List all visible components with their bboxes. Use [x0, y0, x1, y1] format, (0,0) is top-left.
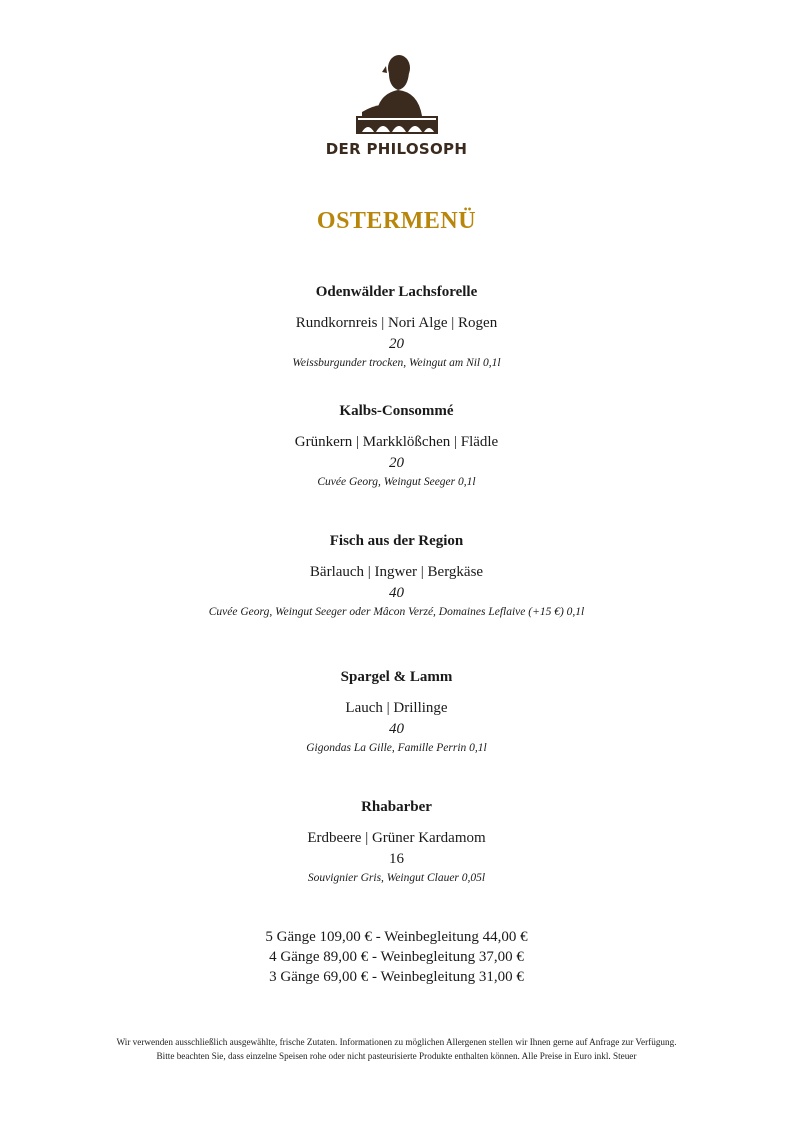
price-line: 4 Gänge 89,00 € - Weinbegleitung 37,00 €: [269, 949, 524, 965]
course-wine: Gigondas La Gille, Famille Perrin 0,1l: [306, 742, 487, 754]
course-wine: Weissburgunder trocken, Weingut am Nil 0,1l: [292, 357, 501, 369]
course-description: Erdbeere | Grüner Kardamom: [307, 830, 486, 846]
course-description: Grünkern | Markklößchen | Flädle: [294, 434, 499, 450]
course-price: 20: [389, 455, 404, 471]
price-line: 3 Gänge 69,00 € - Weinbegleitung 31,00 €: [269, 969, 524, 985]
course-wine: Cuvée Georg, Weingut Seeger oder Mâcon Verzé, Domaines Leflaive (+15 €) 0,1l: [208, 606, 585, 618]
philosopher-logo-icon: [0, 52, 793, 138]
price-line: 5 Gänge 109,00 € - Weinbegleitung 44,00 €: [265, 929, 528, 945]
course-description: Bärlauch | Ingwer | Bergkäse: [309, 564, 484, 580]
course-name: Odenwälder Lachsforelle: [315, 284, 478, 300]
course-item: [0, 668, 793, 755]
course-wine: Souvignier Gris, Weingut Clauer 0,05l: [307, 872, 486, 884]
course-name: Rhabarber: [361, 799, 432, 815]
course-price: 20: [389, 336, 404, 352]
course-item: [0, 283, 793, 370]
menu-prices: [0, 927, 793, 987]
menu-title: OSTERMENÜ: [316, 208, 477, 234]
course-price: 40: [389, 721, 404, 737]
course-item: [0, 402, 793, 489]
course-wine: Cuvée Georg, Weingut Seeger 0,1l: [317, 476, 476, 488]
brand-name: DER PHILOSOPH: [325, 140, 468, 158]
footer-line: Wir verwenden ausschließlich ausgewählte, frische Zutaten. Informationen zu möglichen Allergenen stellen wir Ihnen gerne auf Anfrage zur Verfügung.: [116, 1037, 677, 1047]
course-name: Spargel & Lamm: [340, 669, 453, 685]
course-price: 16: [389, 851, 404, 867]
course-price: 40: [389, 585, 404, 601]
course-name: Kalbs-Consommé: [339, 403, 454, 419]
course-description: Lauch | Drillinge: [345, 700, 448, 716]
course-description: Rundkornreis | Nori Alge | Rogen: [295, 315, 498, 331]
footer-line: Bitte beachten Sie, dass einzelne Speisen rohe oder nicht pasteurisierte Produkte enthalten können. Alle Preise in Euro inkl. Steuer: [156, 1051, 637, 1061]
course-name: Fisch aus der Region: [329, 533, 464, 549]
course-item: [0, 532, 793, 619]
course-item: [0, 798, 793, 885]
footer-note: [0, 1035, 793, 1063]
